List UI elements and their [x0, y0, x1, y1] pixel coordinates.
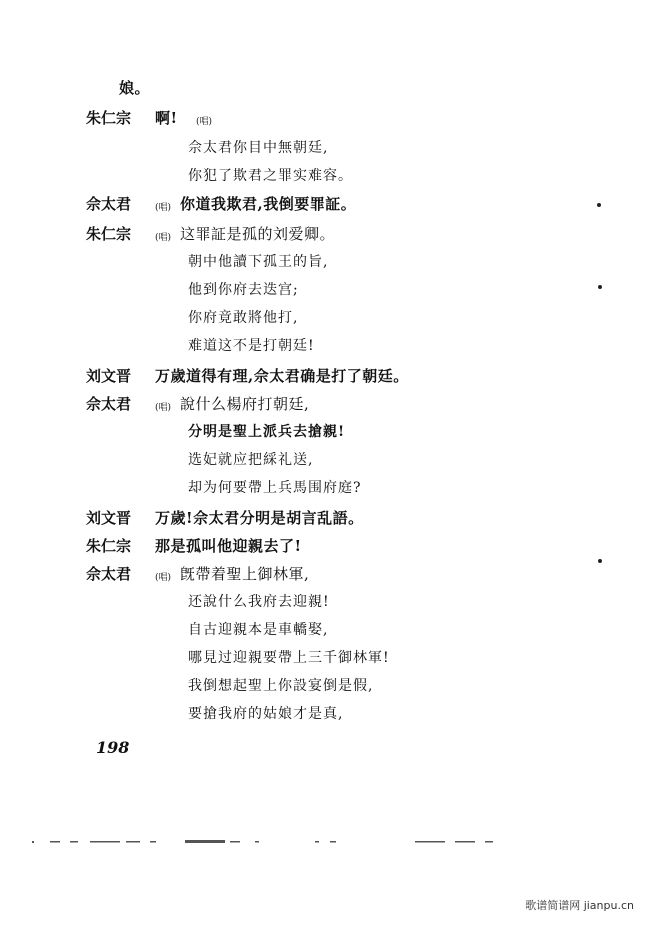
sing-marker: (唱) — [155, 573, 172, 583]
dialogue-text: 說什么楊府打朝廷, — [180, 395, 310, 413]
scan-speck — [598, 285, 602, 289]
verse-line: 朝中他讀下孤王的旨, — [188, 254, 329, 270]
scan-speck — [597, 203, 601, 207]
dialogue-text: 旣帶着聖上御林軍, — [180, 565, 310, 583]
speaker-name: 朱仁宗 — [86, 225, 132, 243]
text-line: 娘。 — [119, 79, 151, 97]
scan-speck — [598, 559, 602, 563]
verse-line: 要搶我府的姑娘才是真, — [188, 706, 344, 722]
verse-line: 他到你府去迭宫; — [188, 282, 299, 298]
verse-line: 自古迎親本是車轎娶, — [188, 622, 329, 638]
dialogue-text: 啊! — [155, 109, 178, 127]
dialogue-text: 这罪証是孤的刘爱卿。 — [180, 225, 336, 243]
speaker-name: 佘太君 — [86, 395, 132, 413]
verse-line: 难道这不是打朝廷! — [188, 338, 315, 354]
speaker-name: 朱仁宗 — [86, 537, 132, 555]
dialogue-text: 万歲道得有理,佘太君确是打了朝廷。 — [155, 367, 409, 385]
sing-marker: (唱) — [155, 233, 172, 243]
scan-noise — [30, 838, 510, 846]
verse-line: 你府竟敢將他打, — [188, 310, 299, 326]
speaker-name: 刘文晋 — [86, 509, 132, 527]
dialogue-text: 万歲!佘太君分明是胡言乱語。 — [155, 509, 364, 527]
verse-line: 却为何要帶上兵馬围府庭? — [188, 480, 362, 496]
verse-line: 哪見过迎親要帶上三千御林軍! — [188, 650, 390, 666]
speaker-name: 朱仁宗 — [86, 109, 132, 127]
sing-marker: (唱) — [155, 403, 172, 413]
verse-line: 还說什么我府去迎親! — [188, 594, 330, 610]
page-number: 198 — [96, 738, 130, 757]
verse-line: 我倒想起聖上你設宴倒是假, — [188, 678, 374, 694]
dialogue-text: 那是孤叫他迎親去了! — [155, 537, 302, 555]
verse-line: 你犯了欺君之罪实难容。 — [188, 168, 353, 184]
site-watermark: 歌谱简谱网 jianpu.cn — [525, 899, 634, 912]
verse-line: 佘太君你目中無朝廷, — [188, 140, 329, 156]
verse-line: 选妃就应把綵礼送, — [188, 452, 314, 468]
speaker-name: 佘太君 — [86, 195, 132, 213]
sing-marker: (唱) — [196, 117, 213, 127]
dialogue-text: 你道我欺君,我倒要罪証。 — [180, 195, 357, 213]
speaker-name: 刘文晋 — [86, 367, 132, 385]
sing-marker: (唱) — [155, 203, 172, 213]
speaker-name: 佘太君 — [86, 565, 132, 583]
verse-line: 分明是聖上派兵去搶親! — [188, 424, 346, 440]
